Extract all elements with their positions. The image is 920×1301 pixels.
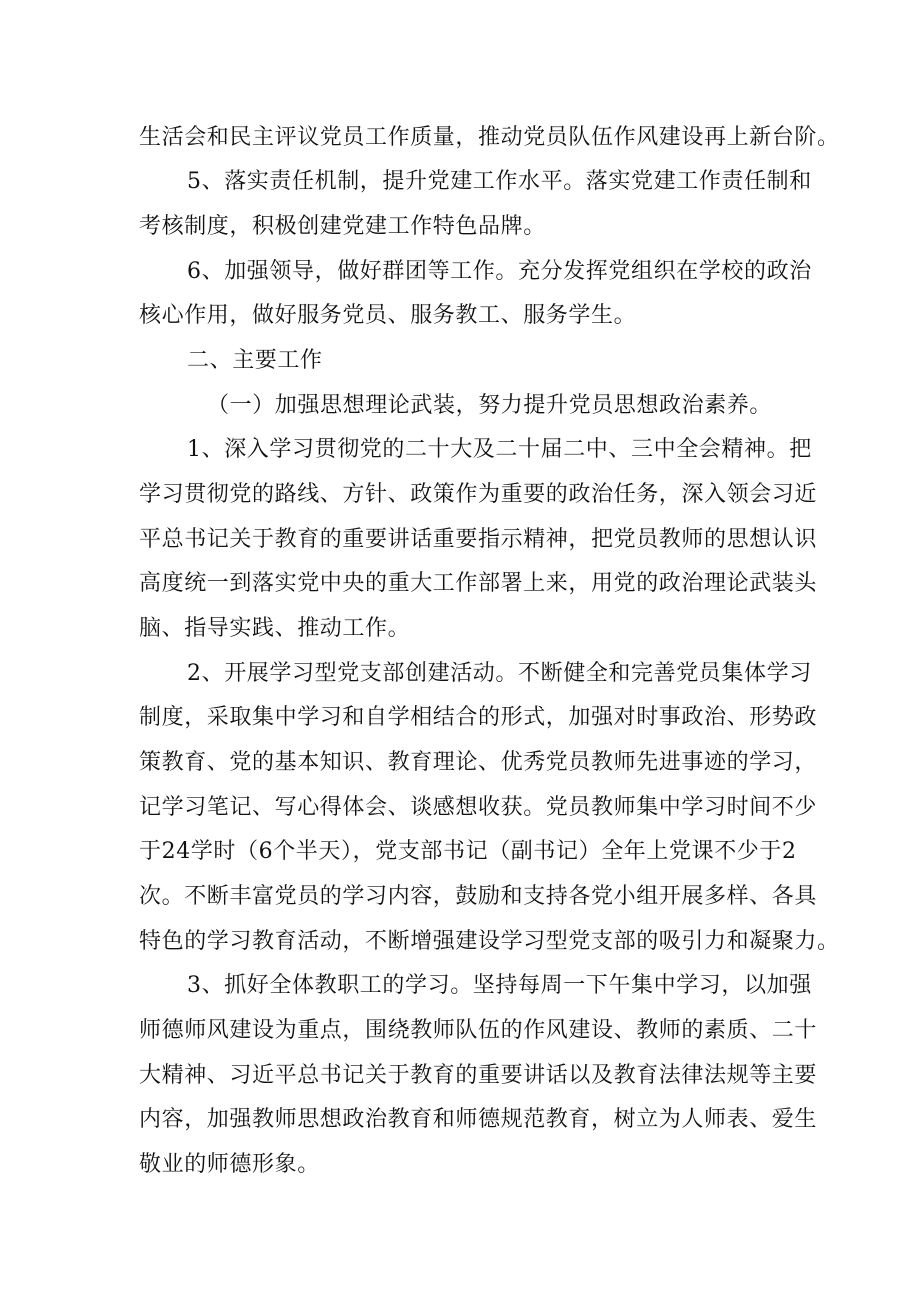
paragraph-line: 3、抓好全体教职工的学习。坚持每周一下午集中学习，以加强 [187,973,812,998]
paragraph-line: 2、开展学习型党支部创建活动。不断健全和完善党员集体学习 [187,661,812,686]
subsection-heading: （一）加强思想理论武装，努力提升党员思想政治素养。 [207,393,773,418]
paragraph-line: 大精神、习近平总书记关于教育的重要讲话以及教育法律法规等主要 [139,1063,818,1088]
paragraph-line: 策教育、党的基本知识、教育理论、优秀党员教师先进事迹的学习， [139,750,818,775]
paragraph-line: 6、加强领导，做好群团等工作。充分发挥党组织在学校的政治 [187,259,812,284]
paragraph-line: 5、落实责任机制，提升党建工作水平。落实党建工作责任制和 [187,169,812,194]
paragraph-line: 高度统一到落实党中央的重大工作部署上来，用党的政治理论武装头 [139,571,818,596]
paragraph-line: 生活会和民主评议党员工作质量，推动党员队伍作风建设再上新台阶。 [139,125,840,150]
paragraph-line: 敬业的师德形象。 [139,1152,320,1177]
paragraph-line: 考核制度，积极创建党建工作特色品牌。 [139,214,546,239]
paragraph-line: 次。不断丰富党员的学习内容，鼓励和支持各党小组开展多样、各具 [139,884,818,909]
paragraph-line: 1、深入学习贯彻党的二十大及二十届二中、三中全会精神。把 [187,437,812,462]
section-heading: 二、主要工作 [187,348,323,373]
paragraph-line: 内容，加强教师思想政治教育和师德规范教育，树立为人师表、爱生 [139,1107,818,1132]
paragraph-line: 脑、指导实践、推动工作。 [139,616,411,641]
paragraph-line: 制度，采取集中学习和自学相结合的形式，加强对时事政治、形势政 [139,705,818,730]
paragraph-line: 平总书记关于教育的重要讲话重要指示精神，把党员教师的思想认识 [139,527,818,552]
paragraph-line: 核心作用，做好服务党员、服务教工、服务学生。 [139,303,637,328]
paragraph-line: 师德师风建设为重点，围绕教师队伍的作风建设、教师的素质、二十 [139,1018,818,1043]
paragraph-line: 于24学时（6个半天），党支部书记（副书记）全年上党课不少于2 [139,839,797,864]
paragraph-line: 学习贯彻党的路线、方针、政策作为重要的政治任务，深入领会习近 [139,482,818,507]
paragraph-line: 特色的学习教育活动，不断增强建设学习型党支部的吸引力和凝聚力。 [139,929,840,954]
paragraph-line: 记学习笔记、写心得体会、谈感想收获。党员教师集中学习时间不少 [139,795,818,820]
